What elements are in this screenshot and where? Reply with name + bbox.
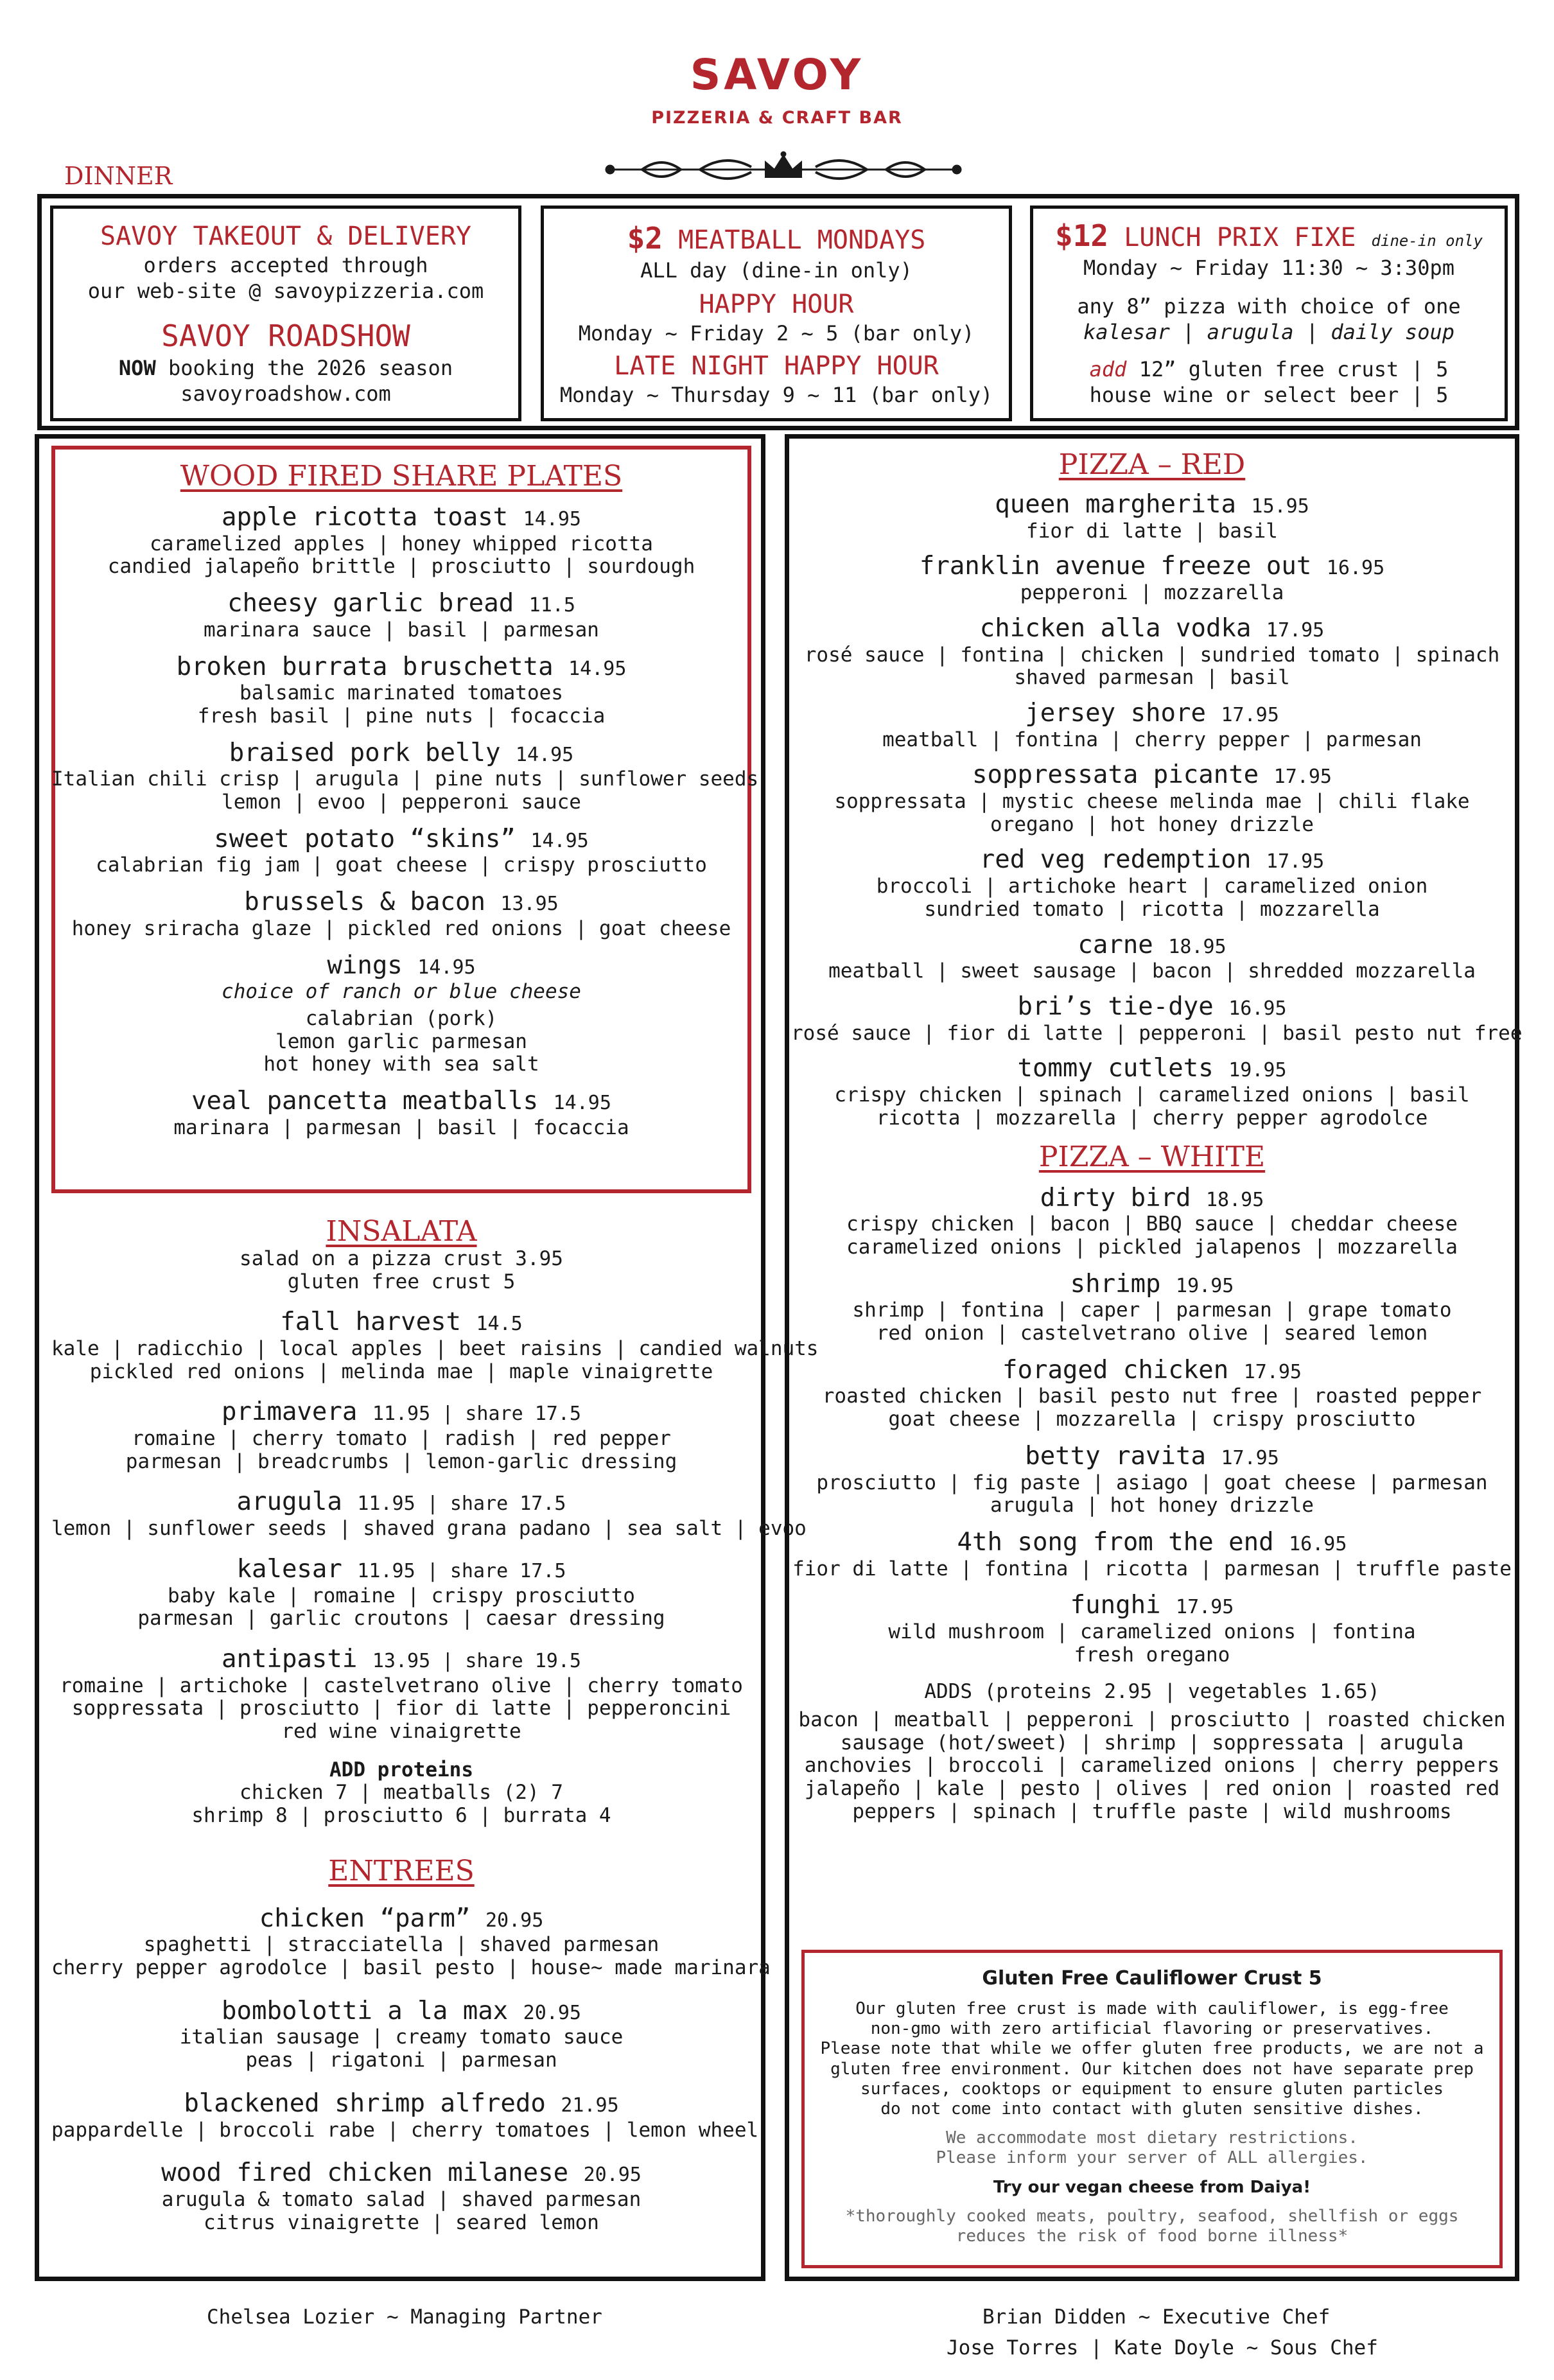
menu-item-price: 19.95 — [1228, 1059, 1287, 1082]
menu-item-description: goat cheese | mozzarella | crispy prosciutto — [888, 1408, 1416, 1431]
menu-item-name: tommy cutlets — [1017, 1054, 1214, 1083]
menu-item-price: 21.95 — [561, 2094, 619, 2117]
menu-item-description: italian sausage | creamy tomato sauce — [179, 2026, 624, 2049]
menu-item-description: rosé sauce | fontina | chicken | sundried tomato | spinach — [804, 643, 1500, 667]
menu-item-price: 15.95 — [1251, 495, 1309, 518]
menu-item-description: fresh basil | pine nuts | focaccia — [197, 704, 606, 728]
menu-item — [51, 1997, 751, 2072]
menu-item — [791, 931, 1513, 983]
menu-item-description: prosciutto | fig paste | asiago | goat cheese | parmesan — [816, 1471, 1488, 1494]
menu-item-description: broccoli | artichoke heart | caramelized onion — [876, 875, 1428, 898]
menu-item-description: wild mushroom | caramelized onions | fontina — [888, 1620, 1416, 1644]
pizza-section — [791, 448, 1523, 1823]
roadshow-title: SAVOY ROADSHOW — [161, 319, 410, 353]
menu-item-name: kalesar — [236, 1554, 342, 1584]
menu-item-price: 19.95 — [1176, 1274, 1234, 1297]
menu-item-description: parmesan | garlic croutons | caesar dressing — [137, 1607, 665, 1631]
menu-item-price: 20.95 — [523, 2001, 581, 2024]
menu-item-price: 17.95 — [1176, 1596, 1234, 1619]
share-plates-section — [51, 460, 759, 1139]
menu-item-description: red onion | castelvetrano olive | seared lemon — [876, 1322, 1428, 1345]
menu-item-name: broken burrata bruschetta — [176, 652, 554, 681]
menu-item-name: braised pork belly — [229, 738, 501, 767]
restaurant-logo-title: SAVOY — [690, 50, 864, 100]
insalata-sub2: gluten free crust 5 — [287, 1270, 516, 1293]
menu-item-description: marinara sauce | basil | parmesan — [204, 618, 599, 642]
menu-item — [51, 2158, 751, 2234]
menu-item-price: 13.95 — [500, 893, 559, 916]
menu-item-price: 16.95 — [1289, 1532, 1347, 1555]
menu-item-description: citrus vinaigrette | seared lemon — [204, 2210, 599, 2234]
restaurant-subtitle: PIZZERIA & CRAFT BAR — [651, 108, 903, 128]
menu-item-name: queen margherita — [995, 490, 1236, 519]
insalata-title: INSALATA — [326, 1215, 477, 1248]
menu-item — [791, 992, 1523, 1045]
menu-item-description: lemon | sunflower seeds | shaved grana padano | sea salt | evoo — [51, 1517, 807, 1541]
menu-item-name: jersey shore — [1025, 698, 1206, 728]
menu-item-price: 14.95 — [515, 743, 574, 766]
menu-section-label: DINNER — [64, 162, 173, 190]
menu-item-price: 18.95 — [1168, 935, 1227, 958]
proteins-line2: shrimp 8 | prosciutto 6 | burrata 4 — [191, 1803, 611, 1827]
menu-item-description: calabrian (pork) — [305, 1006, 498, 1030]
menu-item-name: franklin avenue freeze out — [919, 552, 1312, 581]
vegan-note: Try our vegan cheese from Daiya! — [993, 2177, 1311, 2197]
menu-item — [51, 2088, 759, 2142]
menu-item-description: soppressata | prosciutto | fior di latte | pepperoncini — [71, 1697, 731, 1720]
menu-item-description: roasted chicken | basil pesto nut free | roasted pepper — [822, 1385, 1482, 1408]
menu-item — [51, 888, 751, 940]
menu-item-description: Italian chili crisp | arugula | pine nuts | sunflower seeds — [51, 767, 759, 791]
specials-box — [541, 206, 1012, 421]
menu-item-price: 17.95 — [1266, 850, 1325, 873]
menu-item-description: hot honey with sea salt — [263, 1053, 539, 1076]
proteins-title: ADD proteins — [329, 1758, 473, 1781]
menu-item — [791, 552, 1513, 604]
late-night-line: Monday ~ Thursday 9 ~ 11 (bar only) — [559, 382, 993, 407]
footer-executive-chef: Brian Didden ~ Executive Chef — [982, 2306, 1331, 2329]
menu-item-price: 17.95 — [1221, 1446, 1279, 1469]
menu-item-description: caramelized apples | honey whipped ricotta — [150, 532, 653, 556]
menu-item-description: pappardelle | broccoli rabe | cherry tomatoes | lemon wheel — [51, 2118, 759, 2142]
insalata-section — [51, 1215, 819, 2234]
menu-item-price: 11.95 | share 17.5 — [357, 1559, 566, 1582]
roadshow-url[interactable]: savoyroadshow.com — [180, 381, 391, 406]
menu-item-description: arugula | hot honey drizzle — [990, 1494, 1314, 1518]
menu-item-price: 14.95 — [553, 1091, 611, 1114]
menu-item — [791, 1270, 1513, 1345]
crown-ornament-icon — [597, 150, 970, 189]
lunch-line5: house wine or select beer | 5 — [1089, 382, 1449, 407]
menu-item-price: 20.95 — [583, 2164, 642, 2187]
happy-hour-title: HAPPY HOUR — [699, 289, 854, 319]
menu-item-name: cheesy garlic bread — [227, 589, 514, 618]
menu-item-name: arugula — [236, 1487, 342, 1517]
menu-item-price: 17.95 — [1243, 1360, 1302, 1383]
roadshow-now: NOW — [118, 355, 156, 380]
menu-item — [51, 1308, 819, 1383]
menu-item-description: marinara | parmesan | basil | focaccia — [173, 1116, 629, 1139]
menu-item — [51, 1645, 751, 1744]
menu-item — [51, 503, 751, 579]
gluten-free-text: Please note that while we offer gluten free products, we are not a — [820, 2039, 1484, 2059]
menu-item — [51, 951, 751, 1076]
menu-item-description: pickled red onions | melinda mae | maple vinaigrette — [89, 1360, 713, 1383]
meatball-line: ALL day (dine-in only) — [640, 258, 912, 283]
menu-item-description: red wine vinaigrette — [281, 1720, 521, 1744]
menu-item — [791, 614, 1513, 690]
menu-item-description: oregano | hot honey drizzle — [990, 812, 1314, 836]
menu-item-description: meatball | fontina | cherry pepper | parmesan — [882, 728, 1422, 751]
takeout-line2: our web-site @ savoypizzeria.com — [87, 279, 484, 303]
lunch-line3: kalesar | arugula | daily soup — [1083, 319, 1454, 344]
menu-item-price: 14.95 — [568, 657, 627, 680]
menu-item — [51, 1487, 807, 1541]
food-safety-warning: *thoroughly cooked meats, poultry, seafood, shellfish or eggs — [845, 2206, 1459, 2226]
food-safety-warning: reduces the risk of food borne illness* — [956, 2226, 1349, 2246]
menu-item-name: primavera — [222, 1397, 358, 1427]
pizza-red-title: PIZZA – RED — [1058, 448, 1246, 481]
takeout-box — [50, 206, 521, 421]
adds-block — [791, 1681, 1513, 1823]
menu-item-name: bombolotti a la max — [222, 1996, 509, 2026]
lunch-add-line: 12” gluten free crust | 5 — [1126, 356, 1449, 381]
menu-item-name: chicken “parm” — [259, 1903, 471, 1933]
menu-item — [791, 1356, 1513, 1431]
menu-item-name: dirty bird — [1040, 1183, 1191, 1212]
menu-item-price: 14.5 — [476, 1313, 523, 1336]
takeout-line1: orders accepted through — [143, 253, 428, 277]
lunch-price: $12 — [1055, 218, 1109, 253]
menu-item-price: 11.95 | share 17.5 — [372, 1403, 581, 1426]
menu-item-description: shaved parmesan | basil — [1014, 666, 1290, 690]
menu-item-price: 13.95 | share 19.5 — [372, 1649, 581, 1672]
menu-item-price: 17.95 — [1221, 703, 1279, 726]
adds-line: bacon | meatball | pepperoni | prosciutto | roasted chicken — [798, 1708, 1506, 1731]
takeout-title: SAVOY TAKEOUT & DELIVERY — [100, 222, 471, 251]
menu-item — [51, 652, 751, 728]
gluten-free-title: Gluten Free Cauliflower Crust 5 — [982, 1967, 1322, 1990]
menu-item-name: chicken alla vodka — [979, 613, 1252, 643]
menu-item — [51, 1397, 751, 1473]
menu-item-name: 4th song from the end — [957, 1527, 1274, 1557]
menu-item-price: 16.95 — [1228, 997, 1287, 1020]
menu-item-price: 11.5 — [528, 594, 575, 617]
menu-item — [51, 738, 759, 814]
menu-item-description: cherry pepper agrodolce | basil pesto | house~ made marinara — [51, 1956, 771, 1980]
menu-item-description: romaine | artichoke | castelvetrano olive | cherry tomato — [60, 1674, 743, 1697]
menu-item-description: balsamic marinated tomatoes — [240, 681, 563, 705]
menu-item — [791, 699, 1513, 751]
allergy-note: We accommodate most dietary restrictions. — [946, 2128, 1358, 2148]
menu-item-description: lemon garlic parmesan — [275, 1029, 527, 1053]
menu-item-name: brussels & bacon — [244, 888, 485, 917]
menu-item-name: carne — [1078, 930, 1153, 959]
lunch-title: LUNCH PRIX FIXE — [1108, 223, 1356, 252]
menu-item — [791, 845, 1513, 921]
menu-item-price: 20.95 — [485, 1909, 544, 1932]
menu-item-name: wings — [327, 950, 403, 980]
menu-item-description: crispy chicken | spinach | caramelized onions | basil — [834, 1083, 1470, 1107]
gluten-free-text: gluten free environment. Our kitchen does not have separate prep — [830, 2059, 1474, 2079]
menu-item-name: shrimp — [1070, 1269, 1161, 1299]
adds-title: ADDS (proteins 2.95 | vegetables 1.65) — [924, 1680, 1380, 1704]
gluten-free-text: Our gluten free crust is made with cauliflower, is egg-free — [855, 1999, 1449, 2018]
gluten-free-text: surfaces, cooktops or equipment to ensure gluten particles — [860, 2079, 1444, 2099]
menu-item — [51, 1903, 771, 1980]
insalata-sub1: salad on a pizza crust 3.95 — [240, 1247, 563, 1270]
roadshow-line: booking the 2026 season — [155, 355, 453, 380]
menu-item-name: apple ricotta toast — [222, 503, 509, 532]
menu-item-name: blackened shrimp alfredo — [184, 2088, 546, 2118]
menu-item-name: betty ravita — [1025, 1441, 1206, 1471]
menu-item-name: bri’s tie-dye — [1017, 992, 1214, 1021]
gluten-free-text: non-gmo with zero artificial flavoring or preservatives. — [870, 2019, 1434, 2039]
menu-item — [791, 760, 1513, 836]
menu-item-price: 14.95 — [530, 829, 589, 852]
menu-item-name: antipasti — [222, 1644, 358, 1674]
menu-item — [791, 1442, 1513, 1518]
menu-item — [51, 1087, 751, 1139]
lunch-box — [1030, 206, 1508, 421]
menu-item — [791, 1591, 1513, 1667]
menu-item-name: funghi — [1070, 1591, 1161, 1620]
footer-sous-chef: Jose Torres | Kate Doyle ~ Sous Chef — [947, 2336, 1378, 2359]
meatball-title: MEATBALL MONDAYS — [662, 225, 926, 255]
menu-item-description: pepperoni | mozzarella — [1020, 581, 1284, 605]
lunch-add-word: add — [1089, 356, 1127, 381]
allergy-note: Please inform your server of ALL allergies. — [936, 2148, 1368, 2168]
menu-item-description: shrimp | fontina | caper | parmesan | grape tomato — [852, 1299, 1452, 1322]
proteins-line1: chicken 7 | meatballs (2) 7 — [240, 1781, 563, 1805]
menu-item-price: 14.95 — [523, 508, 581, 530]
late-night-title: LATE NIGHT HAPPY HOUR — [614, 351, 939, 381]
menu-item-price: 17.95 — [1273, 766, 1332, 789]
menu-item-description: kale | radicchio | local apples | beet raisins | candied walnuts — [51, 1337, 819, 1361]
menu-item-description: crispy chicken | bacon | BBQ sauce | cheddar cheese — [846, 1212, 1458, 1236]
menu-item-description: soppressata | mystic cheese melinda mae | chili flake — [834, 790, 1470, 814]
pizza-white-title: PIZZA – WHITE — [1038, 1140, 1266, 1173]
menu-item-description: parmesan | breadcrumbs | lemon-garlic dressing — [125, 1449, 677, 1473]
menu-item — [791, 1528, 1513, 1580]
menu-item-name: foraged chicken — [1002, 1355, 1229, 1385]
menu-item-description: calabrian fig jam | goat cheese | crispy prosciutto — [96, 853, 707, 877]
menu-item — [51, 1555, 751, 1631]
menu-item-name: soppressata picante — [972, 760, 1259, 790]
menu-item — [51, 825, 751, 877]
adds-line: sausage (hot/sweet) | shrimp | soppressata | arugula — [840, 1731, 1464, 1754]
adds-line: peppers | spinach | truffle paste | wild mushrooms — [852, 1799, 1452, 1823]
adds-line: jalapeño | kale | pesto | olives | red onion | roasted red — [804, 1776, 1500, 1800]
menu-item-description: caramelized onions | pickled jalapenos | mozzarella — [846, 1235, 1458, 1259]
menu-item-name: fall harvest — [280, 1308, 462, 1337]
menu-item-description: ricotta | mozzarella | cherry pepper agrodolce — [876, 1106, 1428, 1130]
menu-item — [51, 589, 751, 642]
menu-item-name: red veg redemption — [979, 845, 1252, 875]
menu-item-description: romaine | cherry tomato | radish | red pepper — [132, 1427, 671, 1451]
menu-item-description: baby kale | romaine | crispy prosciutto — [168, 1584, 635, 1607]
lunch-hours: Monday ~ Friday 11:30 ~ 3:30pm — [1083, 255, 1454, 280]
menu-item-description: fresh oregano — [1074, 1643, 1230, 1667]
menu-item-description: meatball | sweet sausage | bacon | shredded mozzarella — [828, 959, 1476, 983]
adds-line: anchovies | broccoli | caramelized onions | cherry peppers — [804, 1754, 1500, 1778]
menu-item-description: sundried tomato | ricotta | mozzarella — [924, 897, 1380, 921]
menu-item-description: rosé sauce | fior di latte | pepperoni | basil pesto nut free — [791, 1021, 1523, 1045]
menu-item-description: arugula & tomato salad | shaved parmesan — [161, 2187, 642, 2211]
happy-hour-line: Monday ~ Friday 2 ~ 5 (bar only) — [578, 320, 975, 346]
footer-managing-partner: Chelsea Lozier ~ Managing Partner — [207, 2306, 602, 2329]
menu-item-description: peas | rigatoni | parmesan — [245, 2049, 557, 2072]
menu-item-description: candied jalapeño brittle | prosciutto | sourdough — [107, 555, 695, 579]
menu-item-name: wood fired chicken milanese — [161, 2158, 569, 2188]
menu-item-name: sweet potato “skins” — [214, 824, 516, 853]
menu-item-name: veal pancetta meatballs — [191, 1086, 539, 1116]
entrees-title: ENTREES — [328, 1854, 475, 1887]
menu-item — [791, 1054, 1513, 1130]
menu-item — [791, 490, 1513, 543]
lunch-note: dine-in only — [1371, 232, 1483, 250]
menu-item-price: 14.95 — [417, 956, 476, 979]
menu-item-price: 17.95 — [1266, 618, 1325, 642]
menu-item-description: honey sriracha glaze | pickled red onions | goat cheese — [71, 916, 731, 940]
gluten-free-box — [801, 1950, 1503, 2268]
menu-item-description: fior di latte | basil — [1026, 519, 1278, 543]
menu-item-price: 18.95 — [1205, 1188, 1264, 1211]
menu-item-description: lemon | evoo | pepperoni sauce — [222, 791, 581, 814]
menu-item — [791, 1184, 1513, 1259]
menu-item-description: spaghetti | stracciatella | shaved parmesan — [143, 1933, 659, 1957]
menu-item-note: choice of ranch or blue cheese — [222, 980, 581, 1004]
menu-item-price: 11.95 | share 17.5 — [357, 1492, 566, 1516]
gluten-free-text: do not come into contact with gluten sensitive dishes. — [880, 2099, 1424, 2119]
lunch-line2: any 8” pizza with choice of one — [1077, 293, 1461, 319]
menu-item-description: fior di latte | fontina | ricotta | parmesan | truffle paste — [792, 1557, 1512, 1580]
menu-item-price: 16.95 — [1326, 557, 1385, 580]
share-plates-title: WOOD FIRED SHARE PLATES — [180, 460, 623, 493]
meatball-price: $2 — [627, 221, 663, 256]
